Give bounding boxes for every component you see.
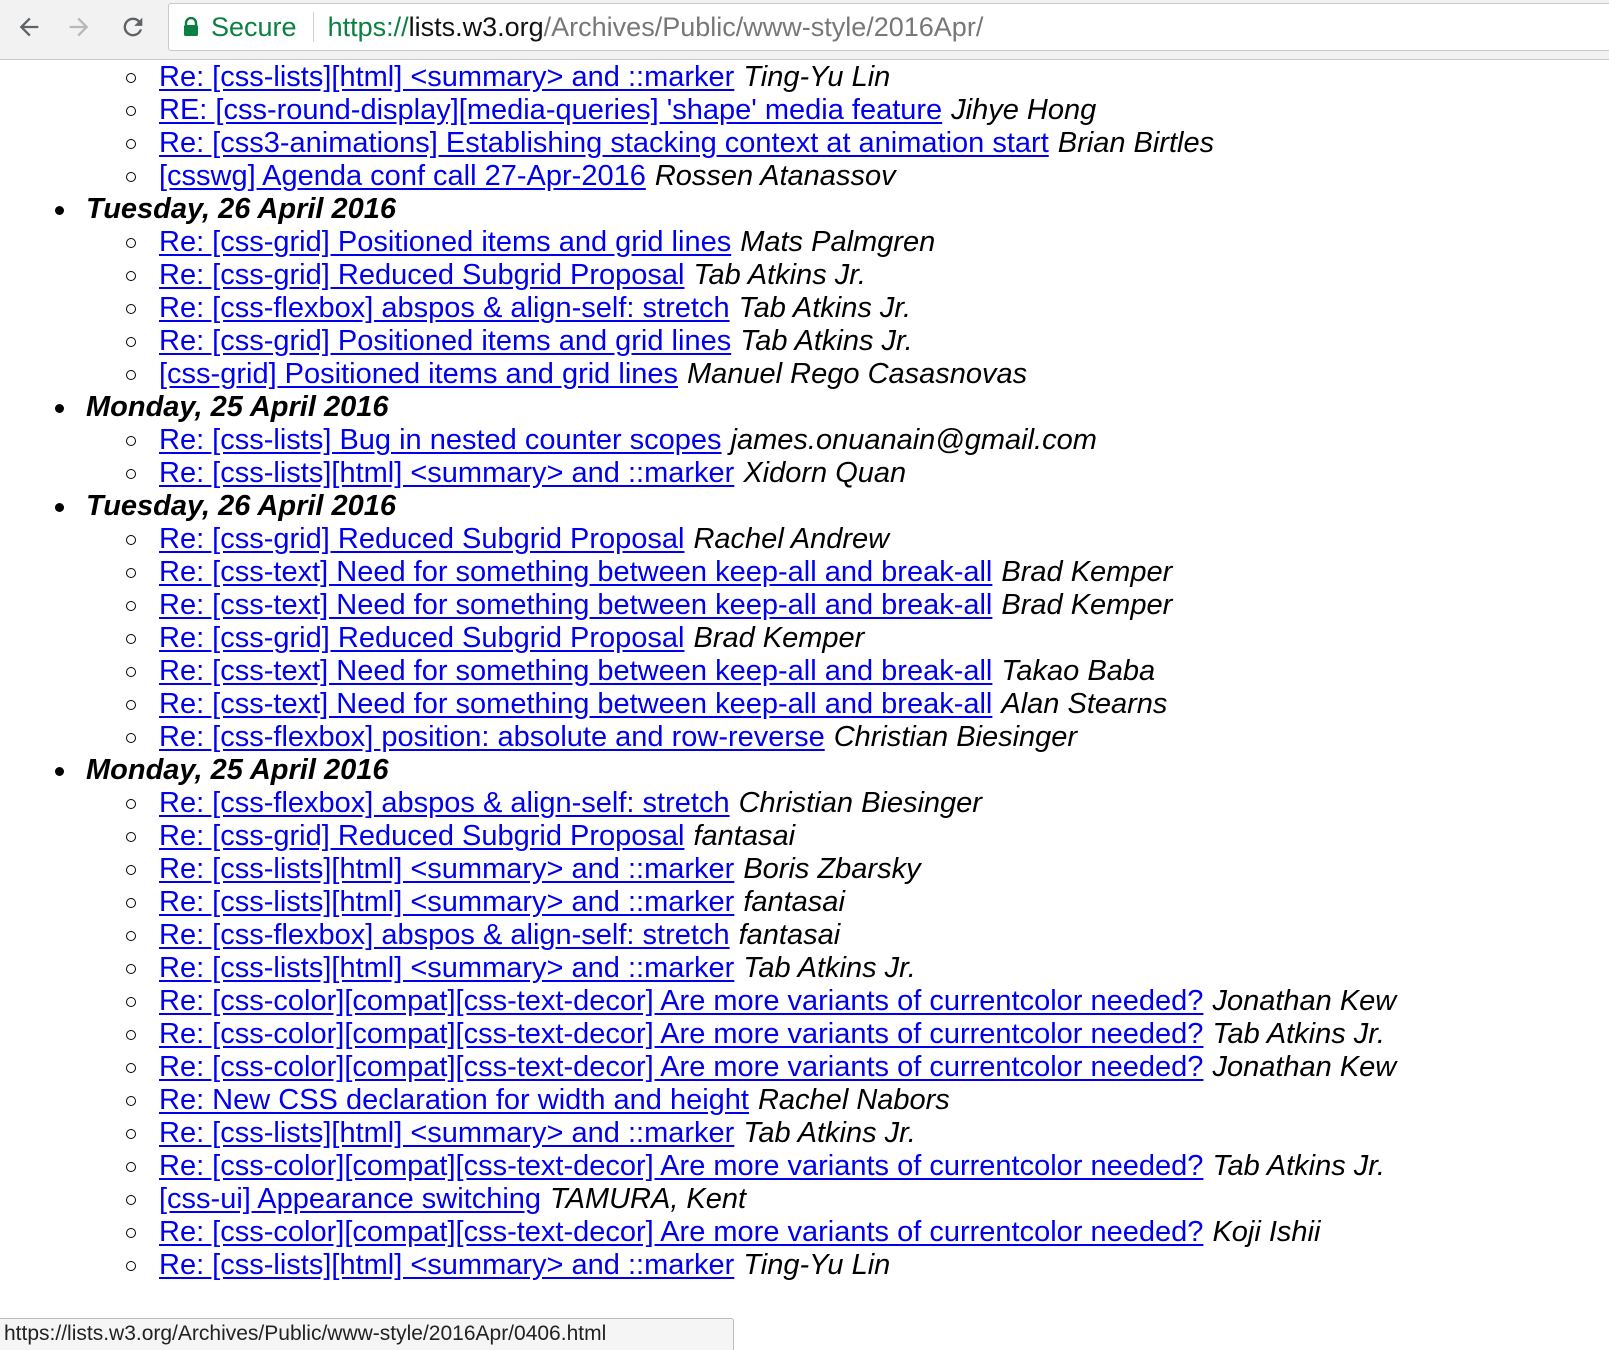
message-subject-link[interactable]: Re: [css3-animations] Establishing stacking context at animation start [159, 127, 1049, 159]
message-item [0, 523, 1396, 556]
message-item [0, 589, 1396, 622]
message-author: Brian Birtles [1057, 127, 1215, 159]
message-item [0, 226, 1396, 259]
message-item [0, 424, 1396, 457]
message-subject-link[interactable]: Re: [css-grid] Reduced Subgrid Proposal [159, 820, 685, 852]
url-path: /Archives/Public/www-style/2016Apr/ [543, 11, 984, 42]
message-item [0, 622, 1396, 655]
message-author: Boris Zbarsky [743, 853, 921, 885]
message-subject-link[interactable]: [css-grid] Positioned items and grid lines [159, 358, 679, 390]
message-item [0, 1150, 1396, 1183]
back-button[interactable] [8, 6, 50, 48]
reload-button[interactable] [112, 6, 154, 48]
message-item [0, 952, 1396, 985]
message-subject-link[interactable]: Re: [css-flexbox] abspos & align-self: stretch [159, 787, 730, 819]
message-subject-link[interactable]: [csswg] Agenda conf call 27-Apr-2016 [159, 160, 646, 192]
message-author: Jihye Hong [951, 94, 1097, 126]
message-author: Manuel Rego Casasnovas [687, 358, 1028, 390]
message-author: Jonathan Kew [1212, 1051, 1397, 1083]
message-author: Tab Atkins Jr. [1212, 1150, 1385, 1182]
message-subject-link[interactable]: Re: [css-lists][html] <summary> and ::marker [159, 853, 735, 885]
reload-icon [119, 13, 147, 41]
message-subject-link[interactable]: Re: [css-text] Need for something between keep-all and break-all [159, 589, 993, 621]
message-author: Tab Atkins Jr. [740, 325, 913, 357]
message-item [0, 1183, 1396, 1216]
message-author: Jonathan Kew [1212, 985, 1397, 1017]
message-item [0, 160, 1396, 193]
message-item [0, 721, 1396, 754]
message-subject-link[interactable]: Re: [css-text] Need for something between keep-all and break-all [159, 655, 993, 687]
message-subject-link[interactable]: Re: [css-lists][html] <summary> and ::marker [159, 1249, 735, 1281]
day-group [0, 391, 1396, 490]
message-list [0, 226, 1396, 391]
message-list [0, 61, 1396, 193]
url-scheme: https:// [327, 11, 409, 42]
message-author: fantasai [738, 919, 841, 951]
message-item [0, 358, 1396, 391]
message-subject-link[interactable]: Re: [css-color][compat][css-text-decor] Are more variants of currentcolor needed? [159, 1150, 1204, 1182]
day-heading: Monday, 25 April 2016 [0, 391, 1396, 424]
message-item [0, 985, 1396, 1018]
message-item [0, 820, 1396, 853]
message-author: Rachel Andrew [693, 523, 890, 555]
message-author: Christian Biesinger [738, 787, 982, 819]
message-item [0, 787, 1396, 820]
message-item [0, 1117, 1396, 1150]
message-author: james.onuanain@gmail.com [730, 424, 1097, 456]
message-list [0, 787, 1396, 1282]
message-item [0, 655, 1396, 688]
message-author: Brad Kemper [693, 622, 865, 654]
day-heading: Tuesday, 26 April 2016 [0, 193, 1396, 226]
message-item [0, 886, 1396, 919]
secure-label: Secure [211, 11, 297, 42]
message-item [0, 919, 1396, 952]
day-heading: Tuesday, 26 April 2016 [0, 490, 1396, 523]
message-item [0, 94, 1396, 127]
message-subject-link[interactable]: [css-ui] Appearance switching [159, 1183, 542, 1215]
message-author: Tab Atkins Jr. [743, 952, 916, 984]
message-subject-link[interactable]: Re: [css-lists][html] <summary> and ::marker [159, 1117, 735, 1149]
message-author: Tab Atkins Jr. [738, 292, 912, 324]
message-author: Mats Palmgren [740, 226, 936, 258]
message-item [0, 688, 1396, 721]
status-bar-url: https://lists.w3.org/Archives/Public/www-style/2016Apr/0406.html [0, 1318, 734, 1350]
message-subject-link[interactable]: Re: [css-lists][html] <summary> and ::marker [159, 457, 735, 489]
message-item [0, 325, 1396, 358]
message-author: Brad Kemper [1001, 556, 1173, 588]
message-subject-link[interactable]: Re: [css-text] Need for something between keep-all and break-all [159, 688, 993, 720]
day-heading: Monday, 25 April 2016 [0, 754, 1396, 787]
day-group [0, 754, 1396, 1282]
message-item [0, 1249, 1396, 1282]
message-item [0, 556, 1396, 589]
day-group [0, 193, 1396, 391]
message-subject-link[interactable]: Re: [css-color][compat][css-text-decor] Are more variants of currentcolor needed? [159, 1051, 1204, 1083]
message-author: Koji Ishii [1212, 1216, 1321, 1248]
message-item [0, 1084, 1396, 1117]
lock-icon [183, 17, 199, 37]
message-author: Brad Kemper [1001, 589, 1173, 621]
message-author: Xidorn Quan [743, 457, 907, 489]
message-subject-link[interactable]: Re: [css-grid] Reduced Subgrid Proposal [159, 622, 685, 654]
message-subject-link[interactable]: Re: [css-grid] Reduced Subgrid Proposal [159, 523, 685, 555]
message-item [0, 457, 1396, 490]
forward-button[interactable] [58, 6, 100, 48]
message-subject-link[interactable]: Re: [css-lists] Bug in nested counter scopes [159, 424, 722, 456]
message-subject-link[interactable]: Re: New CSS declaration for width and height [159, 1084, 749, 1116]
message-subject-link[interactable]: Re: [css-text] Need for something between keep-all and break-all [159, 556, 993, 588]
message-subject-link[interactable]: RE: [css-round-display][media-queries] 'shape' media feature [159, 94, 943, 126]
message-item [0, 292, 1396, 325]
browser-toolbar [0, 0, 1609, 60]
message-item [0, 259, 1396, 292]
message-subject-link[interactable]: Re: [css-lists][html] <summary> and ::marker [159, 952, 735, 984]
message-author: Tab Atkins Jr. [693, 259, 866, 291]
message-author: Tab Atkins Jr. [1212, 1018, 1385, 1050]
message-index [0, 61, 1396, 1282]
message-item [0, 127, 1396, 160]
message-author: Alan Stearns [1001, 688, 1168, 720]
message-subject-link[interactable]: Re: [css-color][compat][css-text-decor] Are more variants of currentcolor needed? [159, 1018, 1204, 1050]
message-author: Rossen Atanassov [654, 160, 896, 192]
message-subject-link[interactable]: Re: [css-flexbox] abspos & align-self: stretch [159, 292, 730, 324]
message-subject-link[interactable]: Re: [css-flexbox] position: absolute and row-reverse [159, 721, 825, 753]
message-author: Ting-Yu Lin [743, 1249, 891, 1281]
arrow-left-icon [15, 13, 43, 41]
message-subject-link[interactable]: Re: [css-color][compat][css-text-decor] Are more variants of currentcolor needed? [159, 1216, 1204, 1248]
message-author: Rachel Nabors [757, 1084, 950, 1116]
message-subject-link[interactable]: Re: [css-grid] Reduced Subgrid Proposal [159, 259, 685, 291]
message-subject-link[interactable]: Re: [css-lists][html] <summary> and ::marker [159, 886, 735, 918]
message-author: Ting-Yu Lin [743, 61, 891, 93]
day-group [0, 61, 1396, 193]
message-subject-link[interactable]: Re: [css-lists][html] <summary> and ::marker [159, 61, 735, 93]
message-author: Tab Atkins Jr. [743, 1117, 916, 1149]
message-subject-link[interactable]: Re: [css-color][compat][css-text-decor] Are more variants of currentcolor needed? [159, 985, 1204, 1017]
message-subject-link[interactable]: Re: [css-grid] Positioned items and grid lines [159, 325, 732, 357]
address-divider [313, 12, 314, 42]
message-subject-link[interactable]: Re: [css-grid] Positioned items and grid lines [159, 226, 732, 258]
day-group [0, 490, 1396, 754]
message-subject-link[interactable]: Re: [css-flexbox] abspos & align-self: stretch [159, 919, 730, 951]
arrow-right-icon [65, 13, 93, 41]
message-item [0, 61, 1396, 94]
message-author: TAMURA, Kent [550, 1183, 747, 1215]
message-list [0, 523, 1396, 754]
url-host: lists.w3.org [408, 11, 544, 42]
address-bar[interactable] [168, 3, 1609, 51]
message-author: Takao Baba [1001, 655, 1156, 687]
archive-page [0, 60, 1609, 1350]
message-list [0, 424, 1396, 490]
message-author: fantasai [743, 886, 845, 918]
message-item [0, 1051, 1396, 1084]
message-author: Christian Biesinger [833, 721, 1078, 753]
message-item [0, 1018, 1396, 1051]
url-text[interactable] [328, 12, 984, 43]
message-item [0, 1216, 1396, 1249]
message-item [0, 853, 1396, 886]
message-author: fantasai [693, 820, 796, 852]
